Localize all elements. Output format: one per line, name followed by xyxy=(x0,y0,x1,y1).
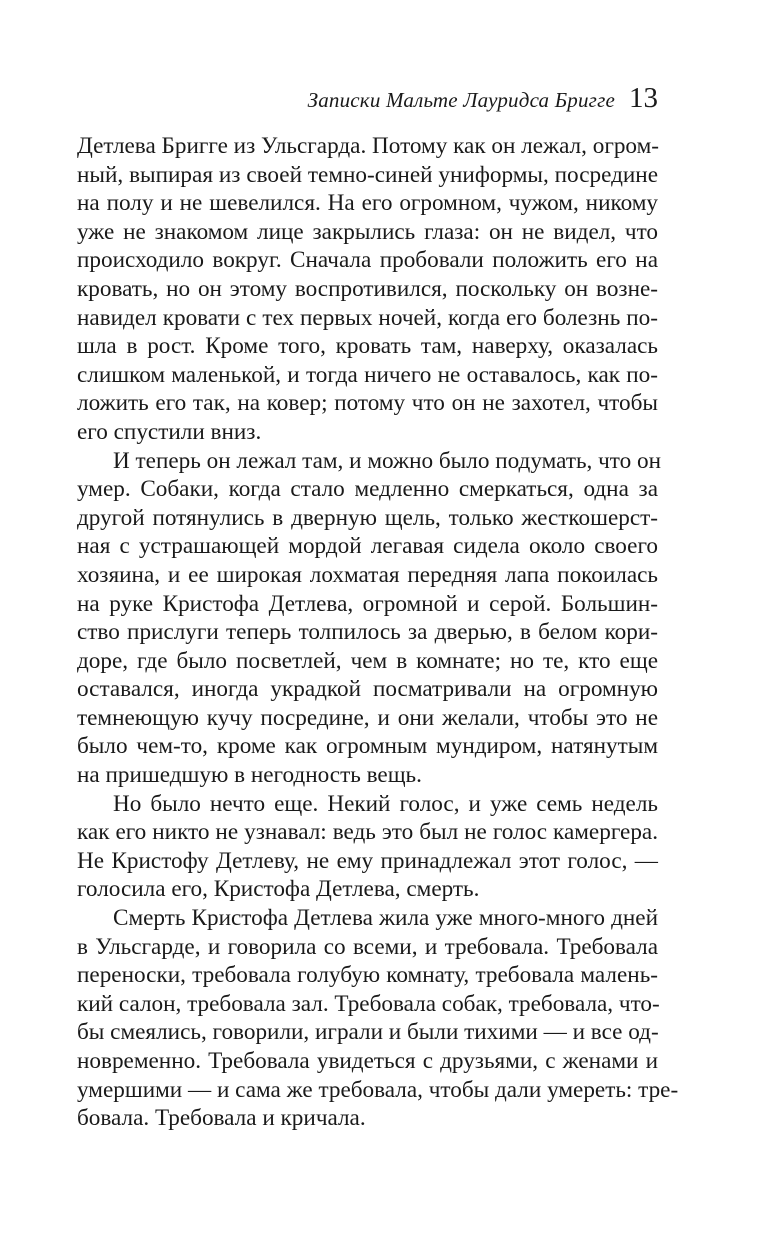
text-line: умер. Собаки, когда стало медленно смеркаться, одна за xyxy=(77,476,658,503)
text-line: другой потянулись в дверную щель, только жесткошерст- xyxy=(77,504,658,531)
text-line: темнеющую кучу посредине, и они желали, чтобы это не xyxy=(77,704,658,731)
text-line: слишком маленькой, и тогда ничего не оставалось, как по- xyxy=(77,361,658,388)
text-line: его спустили вниз. xyxy=(77,418,262,445)
text-line: Не Кристофу Детлеву, не ему принадлежал этот голос, — xyxy=(77,847,658,874)
text-line: бовала. Требовала и кричала. xyxy=(77,1105,366,1132)
running-title: Записки Мальте Лауридса Бригге xyxy=(307,88,615,112)
text-line: как его никто не узнавал: ведь это был не голос камергера. xyxy=(77,819,658,846)
text-line: навидел кровати с тех первых ночей, когда его болезнь по- xyxy=(77,304,658,331)
text-line: оставался, иногда украдкой посматривали на огромную xyxy=(77,676,658,703)
text-line: бы смеялись, говорили, играли и были тихими — и все од- xyxy=(77,1019,659,1046)
text-line: ложить его так, на ковер; потому что он не захотел, чтобы xyxy=(77,390,658,417)
text-line: кровать, но он этому воспротивился, поскольку он возне- xyxy=(77,275,658,302)
text-line: ство прислуги теперь толпилось за дверью, в белом кори- xyxy=(77,619,658,646)
running-head xyxy=(308,82,658,115)
text-line: в Ульсгарде, и говорила со всеми, и требовала. Требовала xyxy=(77,933,658,960)
paragraph xyxy=(77,904,679,1133)
paragraph xyxy=(77,132,658,447)
text-line: происходило вокруг. Сначала пробовали положить его на xyxy=(77,247,658,274)
text-line: И теперь он лежал там, и можно было подумать, что он xyxy=(113,447,662,474)
text-line: на руке Кристофа Детлева, огромной и серой. Большин- xyxy=(77,590,658,617)
text-line: шла в рост. Кроме того, кровать там, наверху, оказалась xyxy=(77,333,658,360)
text-line: Но было нечто еще. Некий голос, и уже семь недель xyxy=(113,790,658,817)
text-line: хозяина, и ее широкая лохматая передняя лапа покоилась xyxy=(77,561,658,588)
text-line: было чем-то, кроме как огромным мундиром, натянутым xyxy=(77,733,658,760)
text-line: Детлева Бригге из Ульсгарда. Потому как он лежал, огром- xyxy=(77,133,659,159)
page-number: 13 xyxy=(629,82,658,114)
text-line: уже не знакомом лице закрылись глаза: он не видел, что xyxy=(77,218,658,245)
text-line: ная с устрашающей мордой легавая сидела около своего xyxy=(77,533,658,560)
text-line: доре, где было посветлей, чем в комнате; но те, кто еще xyxy=(77,647,658,674)
text-line: на пришедшую в негодность вещь. xyxy=(77,762,422,789)
paragraph xyxy=(77,447,662,790)
text-line: новременно. Требовала увидеться с друзьями, с женами и xyxy=(77,1048,658,1074)
text-line: кий салон, требовала зал. Требовала собак, требовала, что- xyxy=(77,990,660,1017)
text-line: переноски, требовала голубую комнату, требовала малень- xyxy=(77,962,658,989)
text-line: голосила его, Кристофа Детлева, смерть. xyxy=(77,876,480,903)
text-line: ный, выпирая из своей темно-синей униформы, посредине xyxy=(77,161,658,188)
text-line: на полу и не шевелился. На его огромном, чужом, никому xyxy=(77,190,658,217)
paragraph xyxy=(77,790,658,904)
text-body xyxy=(77,132,679,1133)
text-line: умершими — и сама же требовала, чтобы дали умереть: тре- xyxy=(77,1076,679,1103)
text-line: Смерть Кристофа Детлева жила уже много-много дней xyxy=(113,905,658,932)
